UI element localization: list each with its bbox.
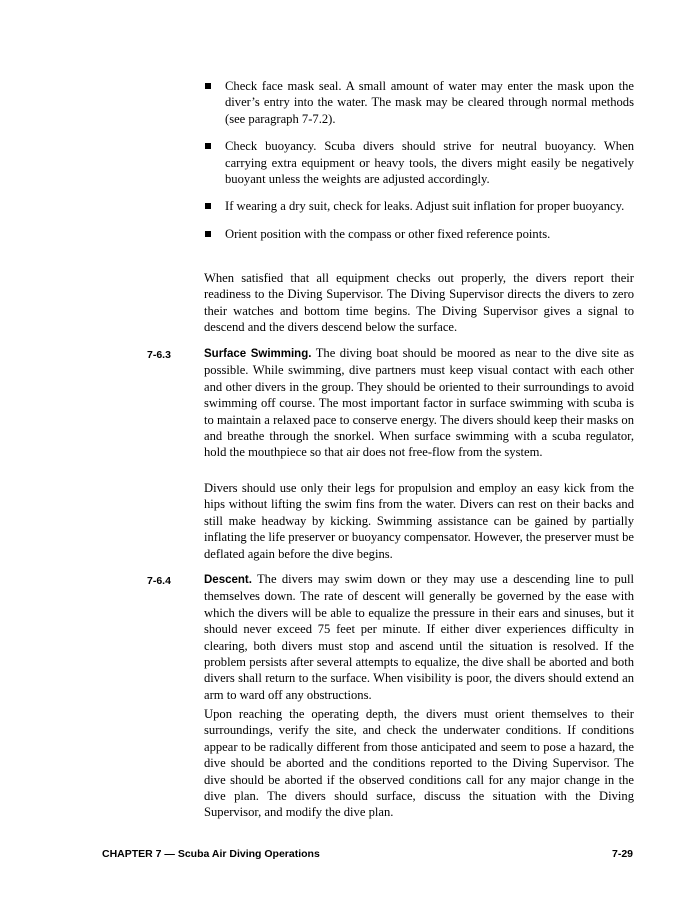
section-number: 7-6.4 (147, 575, 171, 587)
section-number: 7-6.3 (147, 349, 171, 361)
section-body: The divers may swim down or they may use a descending line to pull themselves down. The rate of descent will generally be governed by the ease with which the divers will be able to equalize the pressure in their ears and sinuses, but it should never exceed 75 feet per minute. If either diver experiences difficulty in clearing, both divers must stop and ascend until the situation is resolved. If the problem persists after several attempts to equalize, the dive shall be aborted and both divers shall return to the surface. When visibility is poor, the divers should extend an arm to ward off any obstructions. (204, 572, 634, 702)
intro-paragraph: When satisfied that all equipment checks out properly, the divers report their readiness to the Diving Supervisor. The Diving Supervisor directs the divers to zero their watches and bottom time begins. The Diving Supervisor gives a signal to descend and the divers descend below the surface. (204, 271, 634, 335)
footer-page-number: 7-29 (611, 848, 633, 860)
section-paragraph: Upon reaching the operating depth, the divers must orient themselves to their surroundings, verify the site, and check the underwater conditions. If conditions appear to be radically different from those anticipated and seem to pose a hazard, the dive should be aborted and the conditions reported to the Diving Supervisor. The dive should be aborted if the observed conditions call for any major change in the dive plan. The divers should surface, discuss the situation with the Diving Supervisor, and modify the dive plan. (204, 707, 634, 820)
square-bullet-icon (205, 83, 211, 89)
bullet-item (204, 138, 634, 187)
square-bullet-icon (205, 231, 211, 237)
section-paragraph (204, 571, 634, 703)
bullet-text: If wearing a dry suit, check for leaks. Adjust suit inflation for proper buoyancy. (225, 199, 625, 214)
section-heading: Surface Swimming. (204, 348, 312, 360)
bullet-text: Orient position with the compass or other fixed reference points. (225, 226, 551, 241)
section-heading: Descent. (204, 574, 252, 586)
section-paragraph: Divers should use only their legs for propulsion and employ an easy kick from the hips without lifting the swim fins from the water. Divers can rest on their backs and still make headway by kicking. Swimming assistance can be gained by partially inflating the life preserver or buoyancy compensator. However, the preserver must be deflated again before the dive begins. (204, 481, 634, 561)
bullet-item (204, 78, 634, 127)
bullet-text: Check buoyancy. Scuba divers should strive for neutral buoyancy. When carrying extra equipment or heavy tools, the divers might easily be negatively buoyant unless the weights are adjusted accordingly. (225, 139, 634, 187)
bullet-text: Check face mask seal. A small amount of water may enter the mask upon the diver’s entry into the water. The mask may be cleared through normal methods (see paragraph 7-7.2). (225, 79, 634, 126)
checklist-bullets (204, 78, 634, 253)
section-body: The diving boat should be moored as near to the dive site as possible. While swimming, dive partners must keep visual contact with each other and other divers in the group. They should be oriented to their surroundings to avoid swimming off course. The most important factor in surface swimming with scuba is to maintain a relaxed pace to conserve energy. The divers should keep their masks on and breathe through the snorkel. When surface swimming with a scuba regulator, hold the mouthpiece so that air does not free-flow from the system. (204, 346, 634, 460)
square-bullet-icon (205, 203, 211, 209)
bullet-item (204, 226, 634, 242)
section-paragraph (204, 345, 634, 461)
square-bullet-icon (205, 143, 211, 149)
bullet-item (204, 198, 634, 214)
footer-chapter-title: CHAPTER 7 — Scuba Air Diving Operations (102, 848, 320, 860)
